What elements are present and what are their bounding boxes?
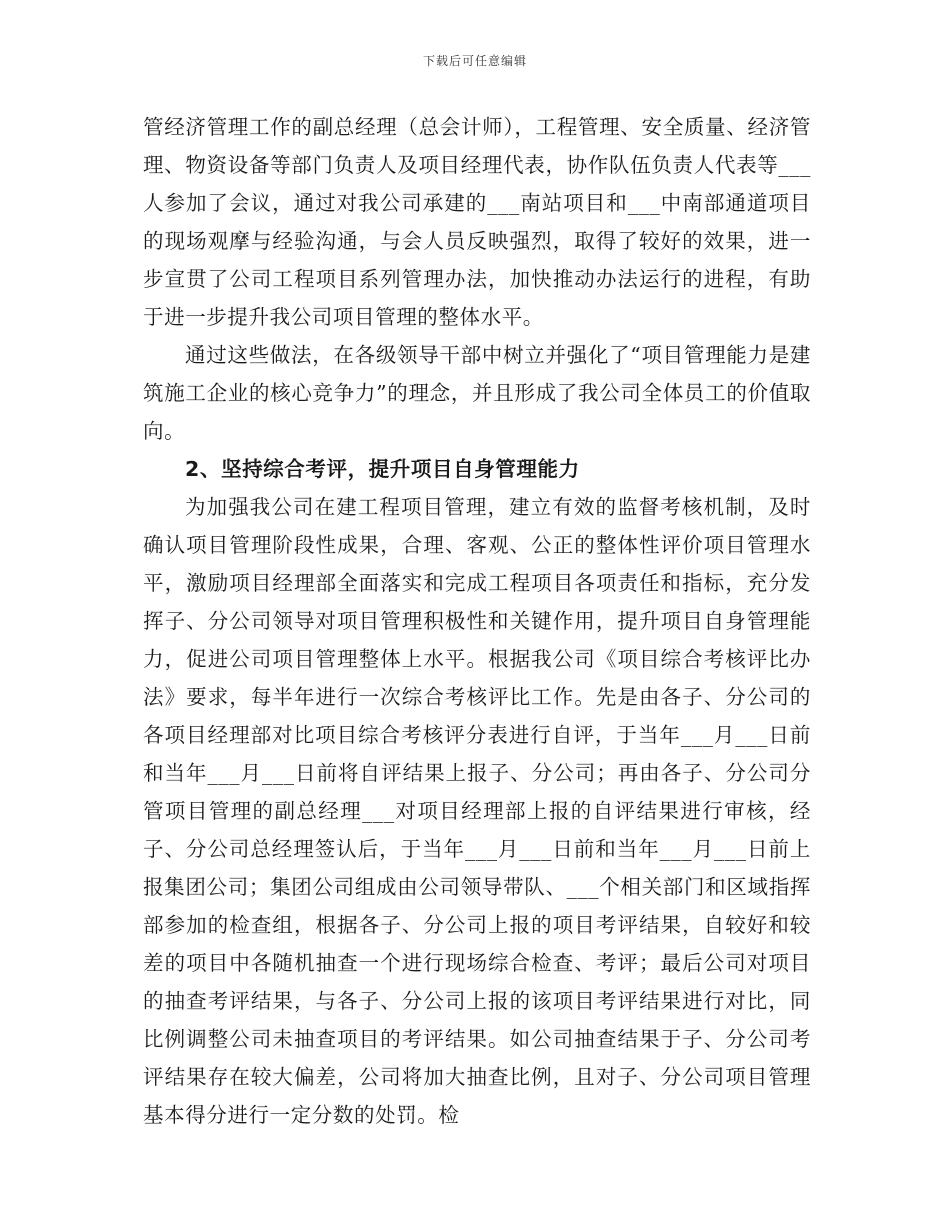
page-header: 下载后可任意编辑 <box>422 54 527 68</box>
paragraph-concept: 通过这些做法，在各级领导干部中树立并强化了“项目管理能力是建筑施工企业的核心竞争力”的理念，并且形成了我公司全体员工的价值取向。 <box>143 343 811 443</box>
document-body <box>143 108 811 1134</box>
paragraph-evaluation: 为加强我公司在建工程项目管理，建立有效的监督考核机制，及时确认项目管理阶段性成果，合理、客观、公正的整体性评价项目管理水平，激励项目经理部全面落实和完成工程项目各项责任和指标，充分发挥子、分公司领导对项目管理积极性和关键作用，提升项目自身管理能力，促进公司项目管理整体上水平。根据我公司《项目综合考核评比办法》要求，每半年进行一次综合考核评比工作。先是由各子、分公司的各项目经理部对比项目综合考核评分表进行自评，于当年___月___日前和当年___月___日前将自评结果上报子、分公司；再由各子、分公司分管项目管理的副总经理___对项目经理部上报的自评结果进行审核，经子、分公司总经理签认后，于当年___月___日前和当年___月___日前上报集团公司；集团公司组成由公司领导带队、___个相关部门和区域指挥部参加的检查组，根据各子、分公司上报的项目考评结果，自较好和较差的项目中各随机抽查一个进行现场综合检查、考评；最后公司对项目的抽查考评结果，与各子、分公司上报的该项目考评结果进行对比，同比例调整公司未抽查项目的考评结果。如公司抽查结果于子、分公司考评结果存在较大偏差，公司将加大抽查比例，且对子、分公司项目管理基本得分进行一定分数的处罚。检 <box>143 495 811 1127</box>
section-heading: 2、坚持综合考评，提升项目自身管理能力 <box>185 457 580 481</box>
paragraph-continuation: 管经济管理工作的副总经理（总会计师），工程管理、安全质量、经济管理、物资设备等部门负责人及项目经理代表，协作队伍负责人代表等___人参加了会议，通过对我公司承建的___南站项目和___中南部通道项目的现场观摩与经验沟通，与会人员反映强烈，取得了较好的效果，进一步宣贯了公司工程项目系列管理办法，加快推动办法运行的进程，有助于进一步提升我公司项目管理的整体水平。 <box>143 115 811 329</box>
